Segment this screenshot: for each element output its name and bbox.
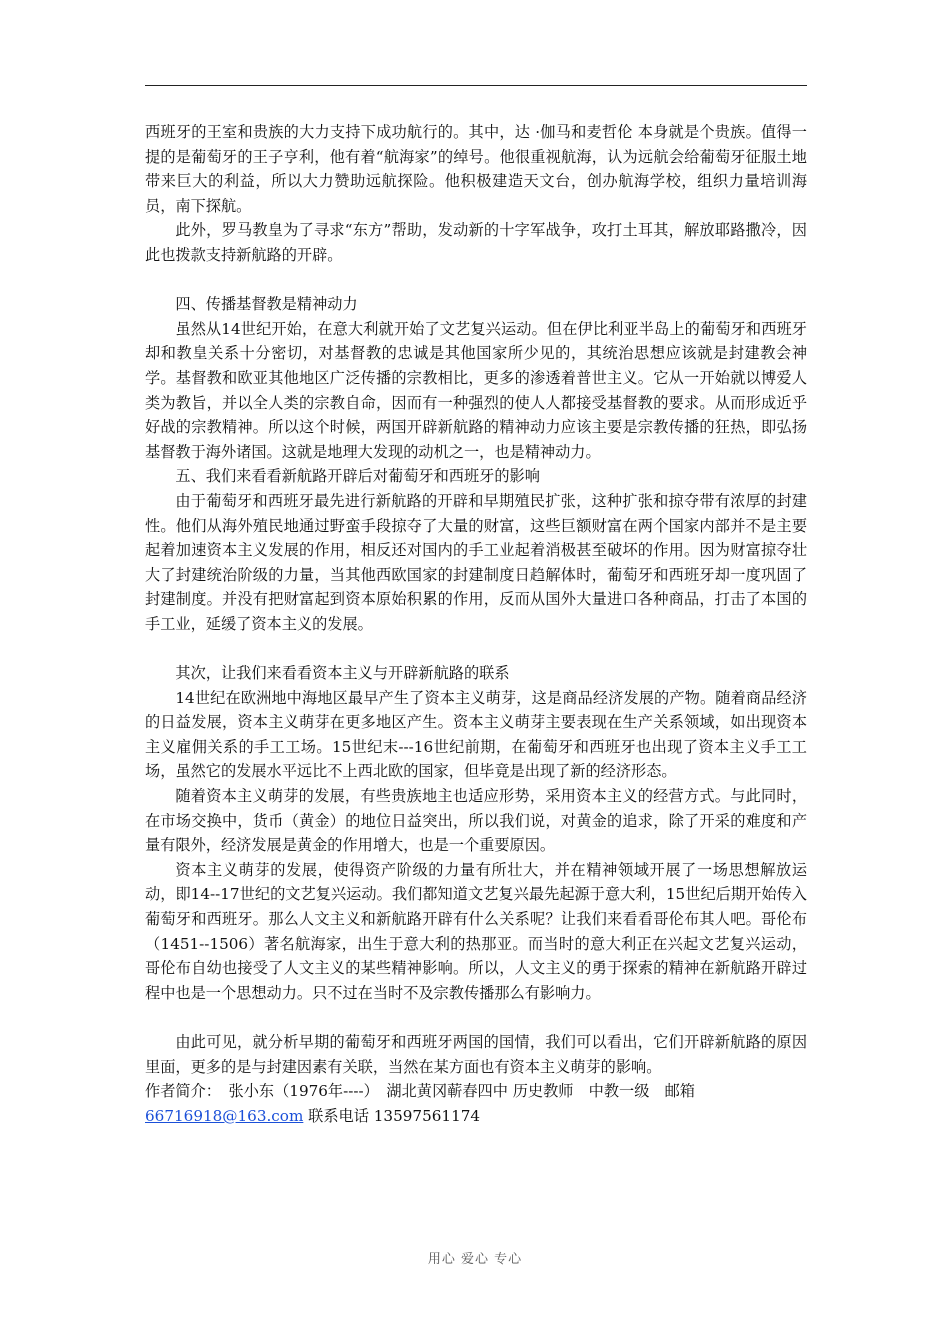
section-heading-4: 四、传播基督教是精神动力 xyxy=(175,295,358,314)
phone-line: 联系电话 13597561174 xyxy=(303,1106,481,1125)
paragraph-5: 14世纪在欧洲地中海地区最早产生了资本主义萌芽，这是商品经济发展的产物。随着商品经济的日益发展，资本主义萌芽在更多地区产生。资本主义萌芽主要表现在生产关系领域，如出现资本主义雇佣关系的手工工场。15世纪末---16世纪前期，在葡萄牙和西班牙也出现了资本主义手工工场，虽然它的发展水平远比不上西北欧的国家，但毕竟是出现了新的经济形态。 xyxy=(145,688,807,781)
paragraph-6: 随着资本主义萌芽的发展，有些贵族地主也适应形势，采用资本主义的经营方式。与此同时，在市场交换中，货币（黄金）的地位日益突出，所以我们说，对黄金的追求，除了开采的难度和产量有限外，经济发展是黄金的作用增大，也是一个重要原因。 xyxy=(145,787,807,855)
author-info xyxy=(145,1079,807,1128)
section-heading-5: 五、我们来看看新航路开辟后对葡萄牙和西班牙的影响 xyxy=(175,467,540,486)
blank-line xyxy=(145,1005,807,1030)
paragraph-4: 由于葡萄牙和西班牙最先进行新航路的开辟和早期殖民扩张，这种扩张和掠夺带有浓厚的封建性。他们从海外殖民地通过野蛮手段掠夺了大量的财富，这些巨额财富在两个国家内部并不是主要起着加速资本主义发展的作用，相反还对国内的手工业起着消极甚至破坏的作用。因为财富掠夺壮大了封建统治阶级的力量，当其他西欧国家的封建制度日趋解体时，葡萄牙和西班牙却一度巩固了封建制度。并没有把财富起到资本原始积累的作用，反而从国外大量进口各种商品，打击了本国的手工业，延缓了资本主义的发展。 xyxy=(145,491,807,633)
page-footer: 用心 爱心 专心 xyxy=(427,1252,523,1267)
paragraph-3: 虽然从14世纪开始，在意大利就开始了文艺复兴运动。但在伊比利亚半岛上的葡萄牙和西班牙却和教皇关系十分密切，对基督教的忠诚是其他国家所少见的，其统治思想应该就是封建教会神学。基督教和欧亚其他地区广泛传播的宗教相比，更多的渗透着普世主义。它从一开始就以博爱人类为教旨，并以全人类的宗教自命，因而有一种强烈的使人人都接受基督教的要求。从而形成近乎好战的宗教精神。所以这个时候，两国开辟新航路的精神动力应该主要是宗教传播的狂热，即弘扬基督教于海外诸国。这就是地理大发现的动机之一，也是精神动力。 xyxy=(145,319,807,461)
paragraph-8: 由此可见，就分析早期的葡萄牙和西班牙两国的国情，我们可以看出，它们开辟新航路的原因里面，更多的是与封建因素有关联，当然在某方面也有资本主义萌芽的影响。 xyxy=(145,1032,807,1076)
paragraph-1: 西班牙的王室和贵族的大力支持下成功航行的。其中，达 ·伽马和麦哲伦 本身就是个贵族。值得一提的是葡萄牙的王子亨利，他有着“航海家”的绰号。他很重视航海，认为远航会给葡萄牙征服土地带来巨大的利益，所以大力赞助远航探险。他积极建造天文台，创办航海学校，组织力量培训海员，南下探航。 xyxy=(145,123,807,215)
author-line: 作者简介： 张小东（1976年----） 湖北黄冈蕲春四中 历史教师 中教一级 邮箱 xyxy=(145,1082,695,1101)
header-rule xyxy=(145,85,807,86)
paragraph-2: 此外，罗马教皇为了寻求“东方”帮助，发动新的十字军战争，攻打土耳其，解放耶路撒冷，因此也拨款支持新航路的开辟。 xyxy=(145,221,807,264)
blank-line xyxy=(145,268,807,293)
blank-line xyxy=(145,636,807,661)
section-heading-6: 其次，让我们来看看资本主义与开辟新航路的联系 xyxy=(175,664,510,683)
email-link[interactable]: 66716918@163.com xyxy=(145,1106,304,1125)
document-body xyxy=(145,120,807,1128)
paragraph-7: 资本主义萌芽的发展，使得资产阶级的力量有所壮大，并在精神领域开展了一场思想解放运动，即14--17世纪的文艺复兴运动。我们都知道文艺复兴最先起源于意大利，15世纪后期开始传入葡萄牙和西班牙。那么人文主义和新航路开辟有什么关系呢？让我们来看看哥伦布其人吧。哥伦布（1451--1506）著名航海家，出生于意大利的热那亚。而当时的意大利正在兴起文艺复兴运动，哥伦布自幼也接受了人文主义的某些精神影响。所以，人文主义的勇于探索的精神在新航路开辟过程中也是一个思想动力。只不过在当时不及宗教传播那么有影响力。 xyxy=(145,860,807,1002)
